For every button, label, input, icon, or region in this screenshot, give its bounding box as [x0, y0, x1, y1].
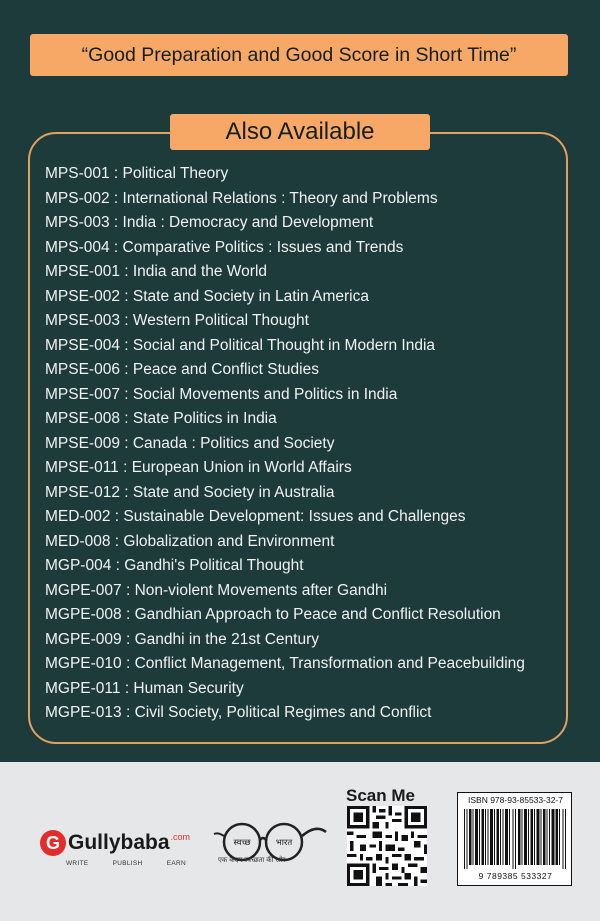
course-item: MPS-002 : International Relations : Theory and Problems: [45, 189, 438, 207]
course-item: MGP-004 : Gandhi's Political Thought: [45, 557, 304, 574]
swachh-right-word: भारत: [275, 838, 293, 848]
course-item: MPS-003 : India : Democracy and Development: [45, 214, 374, 231]
course-item: MPSE-008 : State Politics in India: [45, 410, 277, 427]
course-item: MGPE-010 : Conflict Management, Transformation and Peacebuilding: [45, 655, 525, 672]
course-item: MGPE-013 : Civil Society, Political Regimes and Conflict: [45, 704, 432, 721]
swachh-tagline: एक कदम स्वच्छता की ओर: [218, 857, 286, 864]
isbn-label: ISBN 978-93-85533-32-7: [468, 795, 563, 805]
swachh-left-word: स्वच्छ: [233, 838, 251, 848]
course-item: MGPE-011 : Human Security: [45, 679, 244, 697]
publisher-domain-suffix: .com: [170, 832, 191, 842]
scan-me-title: Scan Me: [346, 786, 415, 805]
publisher-tag: PUBLISH: [112, 860, 143, 867]
course-item: MPSE-001 : India and the World: [45, 263, 268, 280]
course-item: MPSE-011 : European Union in World Affairs: [45, 459, 352, 476]
course-list: [45, 162, 565, 726]
course-item: MPSE-004 : Social and Political Thought in Modern India: [45, 336, 436, 354]
course-item: MGPE-007 : Non-violent Movements after Gandhi: [45, 581, 388, 599]
course-item: MGPE-009 : Gandhi in the 21st Century: [45, 630, 319, 648]
qr-code-icon: [347, 806, 427, 886]
barcode-icon: [464, 809, 567, 869]
course-item: MPSE-006 : Peace and Conflict Studies: [45, 361, 319, 378]
course-item: MPSE-003 : Western Political Thought: [45, 312, 309, 329]
course-item: MPSE-007 : Social Movements and Politics in India: [45, 385, 398, 403]
publisher-tags: [66, 860, 186, 867]
course-item: MPSE-009 : Canada : Politics and Society: [45, 434, 335, 452]
course-item: MPSE-012 : State and Society in Australia: [45, 483, 335, 501]
course-item: MPSE-002 : State and Society in Latin America: [45, 287, 369, 305]
publisher-name: Gullybaba: [68, 831, 170, 854]
logo-letter: G: [40, 830, 66, 856]
publisher-tag: EARN: [166, 860, 186, 867]
tagline-text: “Good Preparation and Good Score in Short Time”: [81, 43, 517, 66]
course-item: MED-002 : Sustainable Development: Issues and Challenges: [45, 508, 466, 525]
isbn-barcode-panel: [457, 792, 572, 886]
course-item: MED-008 : Globalization and Environment: [45, 532, 335, 550]
publisher-tag: WRITE: [66, 860, 89, 867]
tagline-banner: [30, 34, 568, 76]
isbn-digits: 9 789385 533327: [478, 871, 553, 881]
course-item: MPS-001 : Political Theory: [45, 165, 229, 182]
section-title-banner: [170, 114, 430, 150]
gullybaba-logo-icon: [40, 828, 190, 858]
course-item: MPS-004 : Comparative Politics : Issues and Trends: [45, 238, 404, 256]
course-item: MGPE-008 : Gandhian Approach to Peace and Conflict Resolution: [45, 606, 501, 623]
section-title: Also Available: [225, 118, 375, 145]
